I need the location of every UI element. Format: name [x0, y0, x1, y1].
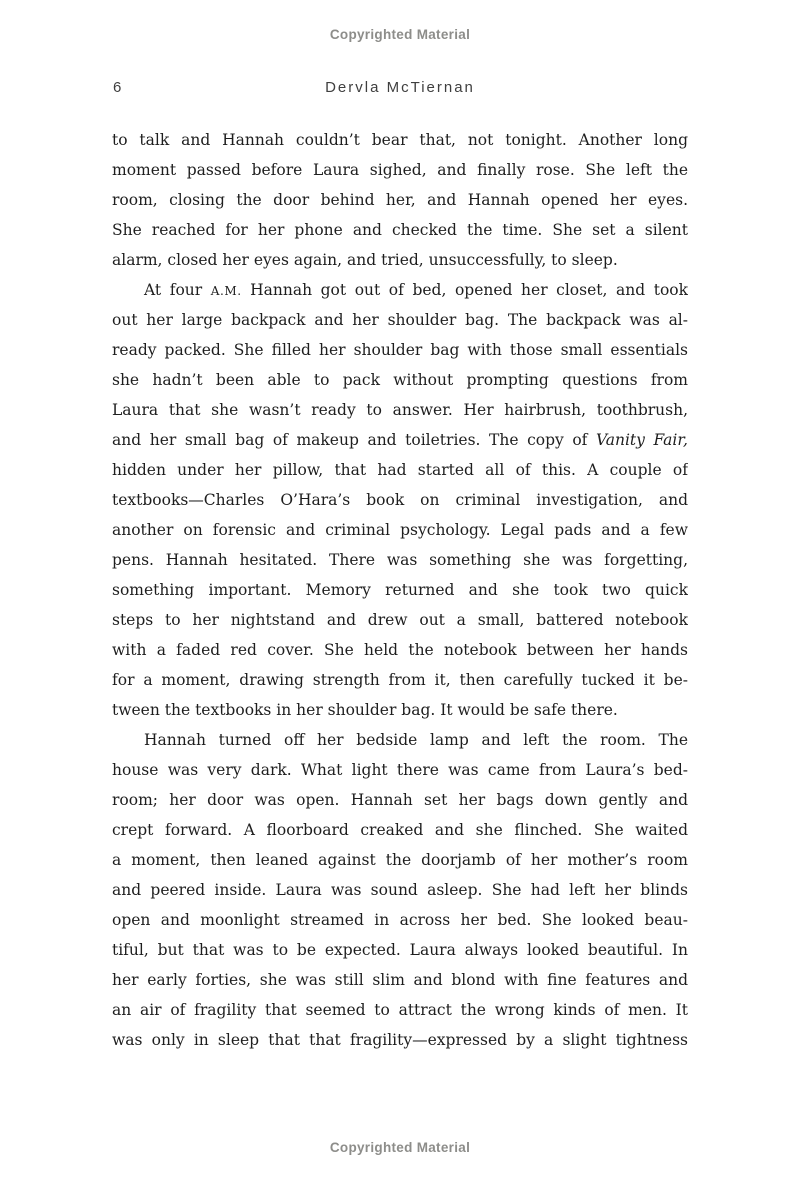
body-line: and peered inside. Laura was sound asleep. She had left her blinds [112, 881, 688, 899]
body-line: steps to her nightstand and drew out a small, battered notebook [112, 611, 688, 629]
body-line: and her small bag of makeup and toiletries. The copy of Vanity Fair, [112, 431, 688, 449]
body-line: tween the textbooks in her shoulder bag. It would be safe there. [112, 701, 618, 719]
body-line: for a moment, drawing strength from it, then carefully tucked it be- [112, 671, 688, 689]
paragraph [112, 275, 688, 725]
copyright-notice-top: Copyrighted Material [329, 27, 471, 42]
page-body [112, 125, 688, 1055]
body-line: crept forward. A floorboard creaked and she flinched. She waited [112, 821, 688, 839]
body-line: Hannah turned off her bedside lamp and left the room. The [144, 731, 688, 749]
body-line: to talk and Hannah couldn’t bear that, not tonight. Another long [112, 131, 688, 149]
body-line: At four A.M. Hannah got out of bed, opened her closet, and took [144, 281, 688, 299]
body-line: alarm, closed her eyes again, and tried, unsuccessfully, to sleep. [112, 251, 618, 269]
body-line: pens. Hannah hesitated. There was something she was forgetting, [112, 551, 688, 569]
page-header [0, 79, 800, 99]
paragraph [112, 125, 688, 275]
body-line: she hadn’t been able to pack without prompting questions from [112, 371, 688, 389]
body-line: out her large backpack and her shoulder bag. The backpack was al- [112, 311, 688, 329]
body-line: textbooks—Charles O’Hara’s book on criminal investigation, and [112, 491, 688, 509]
body-line: was only in sleep that that fragility—expressed by a slight tightness [112, 1031, 688, 1049]
body-line: room; her door was open. Hannah set her bags down gently and [112, 791, 688, 809]
body-line: room, closing the door behind her, and Hannah opened her eyes. [112, 191, 688, 209]
body-line: house was very dark. What light there was came from Laura’s bed- [112, 761, 688, 779]
running-head-author: Dervla McTiernan [325, 79, 475, 96]
body-line: an air of fragility that seemed to attract the wrong kinds of men. It [112, 1001, 688, 1019]
body-line: something important. Memory returned and she took two quick [112, 581, 688, 599]
body-line: her early forties, she was still slim and blond with fine features and [112, 971, 688, 989]
body-line: She reached for her phone and checked the time. She set a silent [112, 221, 688, 239]
body-line: moment passed before Laura sighed, and finally rose. She left the [112, 161, 688, 179]
paragraph [112, 725, 688, 1055]
copyright-notice-bottom: Copyrighted Material [329, 1140, 471, 1155]
page-number: 6 [113, 79, 123, 96]
body-line: Laura that she wasn’t ready to answer. Her hairbrush, toothbrush, [112, 401, 688, 419]
body-line: hidden under her pillow, that had started all of this. A couple of [112, 461, 688, 479]
body-line: with a faded red cover. She held the notebook between her hands [112, 641, 688, 659]
body-line: tiful, but that was to be expected. Laura always looked beautiful. In [112, 941, 688, 959]
body-line: open and moonlight streamed in across her bed. She looked beau- [112, 911, 688, 929]
body-line: a moment, then leaned against the doorjamb of her mother’s room [112, 851, 688, 869]
body-line: another on forensic and criminal psychology. Legal pads and a few [112, 521, 688, 539]
body-line: ready packed. She filled her shoulder bag with those small essentials [112, 341, 688, 359]
